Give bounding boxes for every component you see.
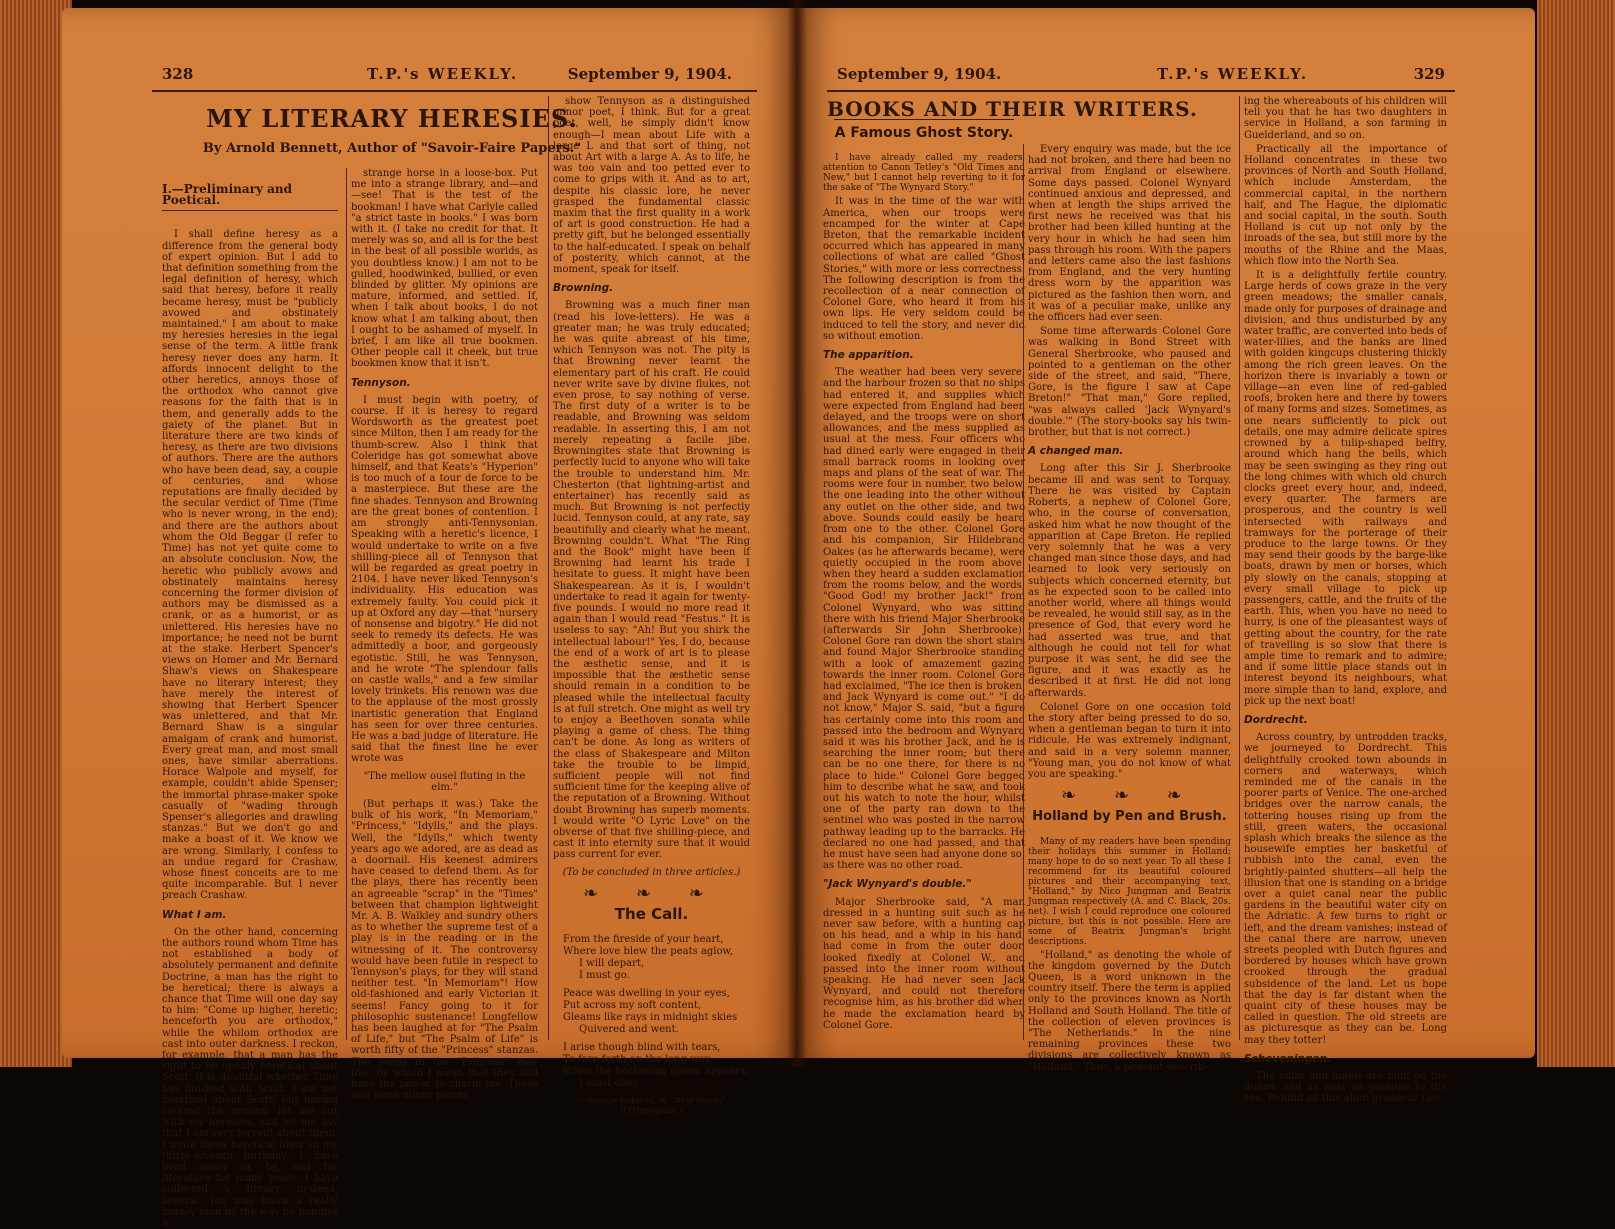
paragraph: The weather had been very severe, and the harbour frozen so that no ships had entered it, and supplies which were expected from England had been delayed, and the troops were on short allowances, and the mess supplied as usual at the mess. Four officers who had dined early were engaged in their small barrack rooms in looking over maps and plans of the seat of war. The rooms were four in number, two below, the one leading into the other without any outlet on the other side, and two above. Sounds could easily be heard from one to the other. Colonel Gore and his companion, Sir Hildebrand Oakes (as he afterwards became), were quietly occupied in the room above, when they heard a sudden exclamation from the rooms below, and the words, "Good God! my brother Jack!" from Colonel Wynyard, who was sitting there with his friend Major Sherbrooke (afterwards Sir John Sherbrooke). Colonel Gore ran down the short stairs and found Major Sherbrooke standing with a look of amazement gazing towards the inner room. Colonel Gore had exclaimed, "The ice then is broken, and Jack Wynyard is come out." "I do not know," Major S. said, "but a figure has certainly come into this room and passed into the bedroom and Wynyard said it was his brother Jack, and he is searching the inner room; but there can be no one there, for there is no place to hide." Colonel Gore begged him to describe what he saw, and took out his watch to note the hour, whilst one of the party ran down to the sentinel who was posted in the narrow pathway leading up to the barracks. He declared no one had passed, and that he must have seen had anyone done so, as there was no other road. bbox=[823, 367, 1025, 872]
poem-title: The Call. bbox=[614, 905, 689, 924]
book-spine-gutter bbox=[787, 0, 807, 1067]
subheading: The apparition. bbox=[823, 349, 914, 362]
holland-title: Holland by Pen and Brush. bbox=[1032, 809, 1227, 825]
paragraph: Colonel Gore on one occasion told the story after being pressed to do so, when a gentleman began to turn it into ridicule. He was extremely indignant, and said in a very solemn manner, "Young man, you do not know of what you are speaking." bbox=[1028, 701, 1231, 780]
poem-line: I will depart, bbox=[579, 958, 645, 970]
paragraph: The villas and hotels are built on the dunes, and as near as possible to the sea. Behind all this alien grandeur lies bbox=[1244, 1071, 1447, 1105]
paragraph: Major Sherbrooke said, "A man dressed in a hunting suit such as he never saw before, with a hunting cap on his head, and a whip in his hand, had come in from the outer door, looked fixedly at Colonel W., and passed into the inner room without speaking. He had never seen Jack Wynyard, and could not therefore recognise him, as his brother did when he made the exclamation heard by Colonel Gore. bbox=[823, 896, 1025, 1031]
paragraph: Browning was a much finer man (read his love-letters). He was a greater man; he was truly educated; he was quite abreast of his time, which Tennyson was not. The pity is that Browning never learnt the elementary part of his craft. He could never write save by divine flukes, not even prose, to say nothing of verse. The first duty of a writer is to be readable, and Browning was seldom readable. In asserting this, I am not merely repeating a facile jibe. Browningites state that Browning is perfectly lucid to anyone who will take the trouble to understand him. Mr. Chesterton (that lightning-artist and entertainer) has recently said as much. But Browning is not perfectly lucid. Tennyson could, at any rate, say beautifully and clearly what he meant. Browning couldn't. What "The Ring and the Book" might have been if Browning had learnt his trade I hesitate to guess. It might have been Shakespearean. As it is, I wouldn't undertake to read it again for twenty-five pounds. I would no more read it again than I would read "Festus." It is useless to say: "Ah! But you shirk the intellectual labour!" Yes, I do, because the end of a work of art is to please the æsthetic sense, and it is impossible that the æsthetic sense should remain in a condition to be pleased while the intellectual faculty is at full stretch. One might as well try to enjoy a Beethoven sonata while playing a game of chess. The thing can't be done. As long as writers of the class of Shakespeare and Milton take the trouble to be limpid, sufficient people will not find sufficient time for the keeping alive of the reputation of a Browning. Without doubt Browning has superb moments. I would write "O Lyric Love" on the obverse of that five shilling-piece, and cast it into eternity sure that it would pass current for ever. bbox=[553, 300, 750, 861]
section-title: BOOKS AND THEIR WRITERS. bbox=[827, 97, 1198, 121]
poem-credit: —George Roberts, in "New Songs" (O'Donoghue.) bbox=[576, 1096, 727, 1117]
ornament-icon: ❧ ❧ ❧ bbox=[583, 882, 720, 904]
right-page bbox=[797, 8, 1535, 1105]
page-number: 329 bbox=[1413, 65, 1445, 83]
right-column-3 bbox=[1239, 96, 1451, 1105]
section-title: I.—Preliminary and Poetical. bbox=[162, 184, 338, 211]
subheading: A changed man. bbox=[1028, 445, 1124, 458]
magazine-title: T.P.'s WEEKLY. bbox=[1157, 65, 1309, 83]
poem-line: I arise though blind with tears, bbox=[563, 1042, 721, 1054]
story-title: A Famous Ghost Story. bbox=[834, 125, 1014, 142]
paragraph: On the other hand, concerning the authors round whom Time has not established a body of absolutely permanent and definite Doctrine, a man has the right to be heretical; there is always a chance that Time will one day say to him: "Come up higher, heretic; henceforth you are orthodox," while the whilom orthodox are cast into outer darkness. I reckon, for example, that a man has the right to be openly heretical about Scott; it is doubtful whether Time has finished with Scott. I am not heretical about Scott; but having cleared the ground, let me out with my heresies, and let me say that I am very fervent about them. I write these heretical lines on my thirty-seventh birthday. I have lived solely in, by, and for literature for many years. I have collected a library in-deed, several. You may know a really horsey man by the way he handles a bbox=[162, 926, 338, 1229]
subheading: Browning. bbox=[553, 282, 614, 295]
paragraph: It was in the time of the war with America, when our troops were encamped for the winter at Cape Breton, that the remarkable incident occurred which has appeared in many collections of what are called "Ghost Stories," with more or less correctness. The following description is from the recollection of a near connection of Colonel Gore, who heard it from his own lips. He very seldom could be induced to tell the story, and never did so without emotion. bbox=[823, 196, 1025, 342]
paragraph: I shall define heresy as a difference from the general body of expert opinion. But I add to that definition something from the legal definition of heresy, which said that heresy, before it really became heresy, must be "publicly avowed and obstinately maintained." I am about to make my heresies heresies in the legal sense of the term. A little frank heresy never does any harm. It affords innocent delight to the other heretics, annoys those of the orthodox who cannot give reasons for the faith that is in them, and generally adds to the gaiety of the planet. But in literature there are two kinds of heresy, as there are two divisions of authors. There are the authors who have been dead, say, a couple of centuries, and whose reputations are finally decided by the secular verdict of Time (Time who is never wrong, in the end); and there are the authors about whom the Old Beggar (I refer to Time) has not yet quite come to an absolute conclusion. Now, the heretic who publicly avows and obstinately maintains heresy concerning the former division of authors may be dismissed as a crank, or as a humorist, or as unlettered. His heresies have no importance; he need not be burnt at the stake. Herbert Spencer's views on Homer and Mr. Bernard Shaw's views on Shakespeare have no literary interest; they have merely the interest of showing that Herbert Spencer was unlettered, and that Mr. Bernard Shaw is a singular amalgam of crank and humorist. Every great man, and most small ones, have similar aberrations. Horace Walpole and myself, for example, couldn't abide Spenser; the immortal phrase-maker spoke casually of "wading through Spenser's allegories and drawling stanzas." But we don't go and make a boast of it. We know we are wrong. Similarly, I confess to an undue regard for Crashaw, whose finest conceits are to me quite incomparable. But I never preach Crashaw. bbox=[162, 229, 338, 902]
right-page-header bbox=[827, 60, 1455, 92]
paragraph: ing the whereabouts of his children will tell you that he has two daughters in service in Holland, a son farming in Guelderland, and so on. bbox=[1244, 96, 1447, 141]
poem-line: Where love blew the peats aglow, bbox=[563, 946, 734, 958]
paragraph: show Tennyson as a distinguished minor poet, I think. But for a great poet, well, he simply didn't know enough—I mean about Life with a large L and that sort of thing, not about Art with a large A. As to life, he was too vain and too petted ever to come to grips with it. And as to art, despite his classic lore, he never grasped the fundamental classic maxim that the first quality in a work of art is good construction. He had a pretty gift, but he belonged essentially to the half-educated. I speak on behalf of posterity, which cannot, at the moment, speak for itself. bbox=[553, 96, 750, 276]
book-page-edges-right bbox=[1537, 0, 1615, 1067]
intro-paragraph: I have already called my readers' attention to Canon Tetley's "Old Times and New," but I cannot help reverting to it for the sake of "The Wynyard Story." bbox=[823, 153, 1025, 194]
paragraph: I must begin with poetry, of course. If it is heresy to regard Wordsworth as the greatest poet since Milton, then I am ready for the thumb-screw. Also I think that Coleridge has got somewhat above himself, and that Keats's "Hyperion" is too much of a tour de force to be a masterpiece. But these are the fine shades. Tennyson and Browning are the great bones of contention. I am strongly anti-Tennysonian. Speaking with a heretic's licence, I would undertake to write on a five shilling-piece all of Tennyson that will be regarded as great poetry in 2104. I have never liked Tennyson's individuality. His education was extremely faulty. You could pick it up at Oxford any day —that "nursery of nonsense and bigotry." He did not seek to remedy its defects. He was admittedly a boor, and gorgeously egotistic. Still, he was Tennyson, and he wrote "The splendour falls on castle walls," and a few similar lovely trinkets. His renown was due to the applause of the most grossly inartistic generation that England has seen for over three centuries. He was a bad judge of literature. He said that the finest line he ever wrote was bbox=[351, 394, 538, 765]
continuation-note: (To be concluded in three articles.) bbox=[562, 866, 741, 878]
paragraph: strange horse in a loose-box. Put me into a strange library, and—and—see! That is the test of the bookman! I have what Carlyle called "a strict taste in books." I was born with it. (I take no credit for that. It merely was so, and all is for the best in the best of all possible worlds, as you doubtless know.) I am not to be gulled, hoodwinked, bullied, or even blinded by glitter. My opinions are mature, informed, and settled. If, when I talk about books, I do not know what I am talking about, then I ought to be ashamed of myself. In brief, I am like all true bookmen. Other people call it cheek, but true bookmen know that it isn't. bbox=[351, 168, 538, 370]
subheading: What I am. bbox=[162, 908, 227, 921]
issue-date: September 9, 1904. bbox=[567, 65, 732, 83]
subheading: Dordrecht. bbox=[1244, 713, 1308, 726]
paragraph: It is a delightfully fertile country. Large herds of cows graze in the very green meadows; the smaller canals, made only for purposes of drainage and division, and thus undisturbed by any water traffic, are converted into beds of water-lilies, and the banks are lined with golden kingcups clustering thickly among the rich green leaves. On the horizon there is invariably a town or village—an even line of red-gabled roofs, broken here and there by towers of many forms and sizes. Sometimes, as one nears sufficiently to pick out details, one may admire delicate spires crowned by a tulip-shaped belfry, around which hang the bells, which may be seen swinging as they ring out the long chimes with which old church clocks greet every hour, and, indeed, every quarter. The farmers are prosperous, and the country is well intersected with railways and tramways for the porterage of their produce to the large towns. Or they may send their goods by the barge-like boats, drawn by men or horses, which ply slowly on the canals, stopping at every small village to pick up passengers, cattle, and the fruits of the earth. This, when you have no need to hurry, is one of the pleasantest ways of getting about the country, for the rate of travelling is so slow that there is ample time to remark and to admire; and if some little place stands out in interest beyond its neighbours, what more simple than to land, explore, and pick up the next boat! bbox=[1244, 270, 1447, 707]
page-number: 328 bbox=[162, 65, 194, 83]
article-byline: By Arnold Bennett, Author of "Savoir-Faire Papers." bbox=[202, 141, 582, 156]
subheading: Scheveningen. bbox=[1244, 1052, 1331, 1065]
left-column-3 bbox=[548, 96, 754, 1117]
paragraph: Some time afterwards Colonel Gore was walking in Bond Street with General Sherbrooke, who paused and pointed to a gentleman on the other side of the street, and said, "There, Gore, is the figure I saw at Cape Breton!" "That man," Gore replied, "was always called 'Jack Wynyard's double.'" (The story-books say his twin-brother, but that is not correct.) bbox=[1028, 326, 1231, 439]
quote-line: "The mellow ousel fluting in the elm." bbox=[363, 770, 526, 793]
poem-line: Put across my soft content, bbox=[563, 1000, 702, 1012]
issue-date: September 9, 1904. bbox=[837, 65, 1002, 83]
left-column-1 bbox=[158, 168, 342, 1229]
paragraph: Practically all the importance of Holland concentrates in these two provinces of North and South Holland, which include Amsterdam, the commercial capital, in the northern half, and The Hague, the diplomatic and social capital, in the south. South Holland is cut up not only by the inroads of the sea, but still more by the mouths of the Rhine and the Maas, which flow into the North Sea. bbox=[1244, 143, 1447, 267]
ornament-icon: ❧ ❧ ❧ bbox=[1061, 785, 1198, 807]
subheading: Tennyson. bbox=[351, 376, 411, 389]
poem bbox=[563, 934, 750, 1090]
right-column-2 bbox=[1023, 144, 1235, 1073]
article-title: MY LITERARY HERESIES. bbox=[206, 104, 578, 133]
paragraph: "Holland," as denoting the whole of the kingdom governed by the Dutch Queen, is a word unknown in the country itself. There the term is applied only to the provinces known as North Holland and South Holland. The title of the collection of eleven provinces is "The Netherlands." In the nine remaining provinces these two divisions are collectively known as "Holland." Thus, a peasant describ- bbox=[1028, 949, 1231, 1073]
poem-line: Quivered and went. bbox=[579, 1024, 679, 1036]
poem-line: I must obey. bbox=[579, 1078, 641, 1090]
poem-line: Peace was dwelling in your eyes, bbox=[563, 988, 730, 1000]
left-column-2 bbox=[346, 168, 542, 1102]
paragraph: (But perhaps it was.) Take the bulk of his work, "In Memoriam," "Princess," "Idylls," and the plays. Well, the "Idylls," which twenty years ago we adored, are as dead as a doornail. His keenest admirers have ceased to defend them. As for the plays, there has recently been an agreeable "scrap" in the "Times" between that champion lightweight Mr. A. B. Walkley and sundry others as to whether the supreme test of a play is in the reading or in the witnessing of it. The controversy would have been futile in respect to Tennyson's plays, for they will stand neither test. "In Memoriam"! How old-fashioned and early Victorian it seems! Fancy going to it for philosophic sustenance! Longfellow has been laughed at for "The Psalm of Life," but "The Psalm of Life" is worth fifty of the "Princess" stanzas. The songs in the "Princess" may live, by which I mean that they still have the power to charm me. These and some minor pieces bbox=[351, 798, 538, 1102]
poem-line: To fare forth on the long way. bbox=[563, 1054, 713, 1066]
left-page bbox=[62, 8, 797, 1229]
left-page-header bbox=[152, 60, 757, 92]
paragraph: Long after this Sir J. Sherbrooke became ill and was sent to Torquay. There he was visited by Captain Roberts, a nephew of Colonel Gore, who, in the course of conversation, asked him what he now thought of the apparition at Cape Breton. He replied very solemnly that he was a very changed man since those days, and had learned to look very seriously on subjects which concerned eternity, but as he expected soon to be called into another world, where all things would be revealed, he would still say, as in the presence of God, that every word he had asserted was true, and that although he could not tell for what purpose it was sent, he did see the figure, and it was exactly as he described it at first. He did not long afterwards. bbox=[1028, 463, 1231, 699]
poem-line: I must go. bbox=[579, 970, 630, 982]
poem-line: Gleams like rays in midnight skies bbox=[563, 1012, 738, 1024]
poem-line: When the beckoning gleam appears, bbox=[563, 1066, 749, 1078]
intro-paragraph: Many of my readers have been spending their holidays this summer in Holland; many hope to do so next year. To all these I recommend for its beautiful coloured pictures and their accompanying text, "Holland," by Nico Jungman and Beatrix Jungman respectively (A. and C. Black, 20s. net). I wish I could reproduce one coloured picture, but this is not possible. Here are some of Beatrix Jungman's bright descriptions. bbox=[1028, 836, 1231, 947]
subheading: "Jack Wynyard's double." bbox=[823, 878, 972, 891]
magazine-title: T.P.'s WEEKLY. bbox=[367, 65, 519, 83]
paragraph: Every enquiry was made, but the ice had not broken, and there had been no arrival from England or elsewhere. Some days passed. Colonel Wynyard continued anxious and depressed, and when at length the ships arrived the first news he received was that his brother had been killed hunting at the very hour in which he had seen him pass through his room. With the papers and letters came also the last fashions from England, and the very hunting dress worn by the apparition was pictured as the fashion then worn, and it was of a peculiar make, unlike any the officers had ever seen. bbox=[1028, 144, 1231, 324]
poem-line: From the fireside of your heart, bbox=[563, 934, 724, 946]
paragraph: Across country, by untrodden tracks, we journeyed to Dordrecht. This delightfully crooked town abounds in corners and waterways, which reminded me of the canals in the poorer parts of Venice. The one-arched bridges over the narrow canals, the tottering houses rising up from the still, green waters, the occasional splash which breaks the silence as the housewife empties her basketful of rubbish into the canal, even the brightly-painted shutters—all help the illusion that one is standing on a bridge over a quiet canal near the public gardens in the beautiful water city on the Adriatic. A few turns to right or left, and the dream vanishes; instead of the canal there are narrow, uneven streets peopled with Dutch figures and bordered by houses which have grown crooked through the gradual subsidence of the land. Let us hope that the day is far distant when the quaint city of these houses may be called in question. The old streets are as picturesque as they can be. Long may they totter! bbox=[1244, 732, 1447, 1046]
